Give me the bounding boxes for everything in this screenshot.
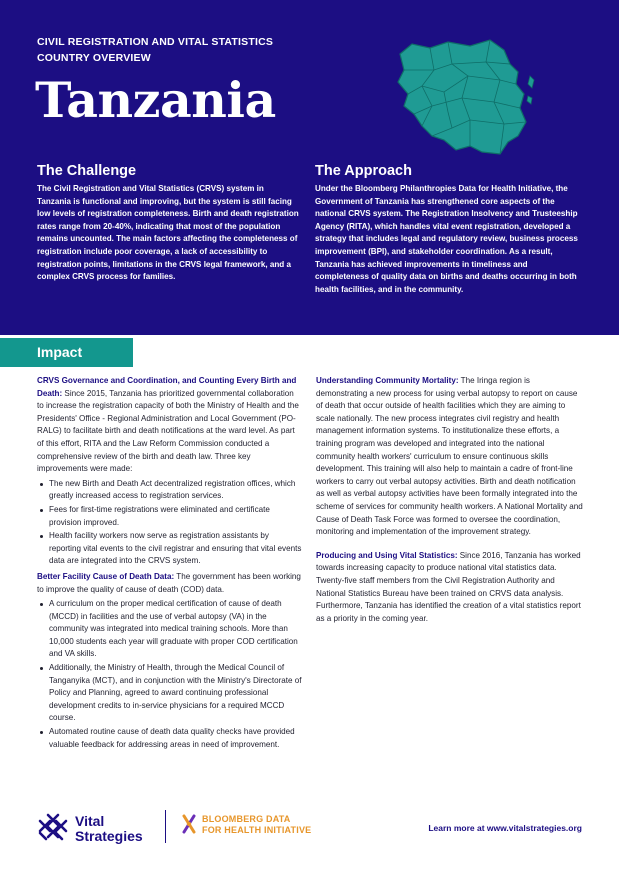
approach-text: Under the Bloomberg Philanthropies Data for Health Initiative, the Government of Tanzania has strengthened core aspects of the national CRVS system. The Registration Insolvency and Trusteeship Agency (RITA), which handles vital event registration, developed a strategy that includes legal and regulatory review, business process improvement (BPI), and stakeholder coordination. As a result, Tanzania has achieved improvements in timeliness and completeness of quality data on births and deaths occurring in both health facilities, and in the community. bbox=[315, 184, 578, 294]
facility-list bbox=[37, 598, 302, 751]
learn-more-link[interactable]: Learn more at www.vitalstrategies.org bbox=[428, 823, 582, 833]
tanzania-map-icon bbox=[392, 36, 540, 158]
impact-section-tab: Impact bbox=[0, 338, 133, 367]
challenge-text: The Civil Registration and Vital Statistics (CRVS) system in Tanzania is functional and improving, but the system is still facing low levels of registration completeness. Birth and death registration rates range from 20-40%, indicating that most of the population remains uncounted. The main factors affecting the completeness of registration include poor coverage, a lack of accessibility to registration points, limitations in the CRVS legal framework, and a complex CRVS process for families. bbox=[37, 184, 299, 282]
bloomberg-wordmark: BLOOMBERG DATA FOR HEALTH INITIATIVE bbox=[202, 814, 312, 835]
list-item: Automated routine cause of death data quality checks have provided valuable feedback for addressing areas in need of improvement. bbox=[37, 726, 302, 751]
vital-stats-lead: Producing and Using Vital Statistics: bbox=[316, 550, 458, 560]
community-paragraph bbox=[316, 375, 583, 539]
bloomberg-initiative-logo[interactable] bbox=[181, 812, 321, 842]
vital-stats-text: Since 2016, Tanzania has worked towards increasing capacity to produce national vital statistics data. Twenty-five staff members from the Civil Registration Authority and National Statistics Bureau have been trained on CRVS data analysis. Furthermore, Tanzania has identified the creation of a vital statistics report as a priority in the coming year. bbox=[316, 550, 581, 623]
challenge-heading: The Challenge bbox=[37, 163, 137, 179]
facility-text: The government has been working to improve the quality of cause of death (COD) data. bbox=[37, 571, 301, 594]
list-item: A curriculum on the proper medical certification of cause of death (MCCD) in facilities and the use of verbal autopsy (VA) in the community was integrated into medical training schools. More than 10,000 students each year will graduate with proper COD certification and VA skills. bbox=[37, 598, 302, 661]
kicker-line-1: CIVIL REGISTRATION AND VITAL STATISTICS bbox=[37, 36, 274, 48]
facility-paragraph bbox=[37, 571, 302, 596]
impact-right-column bbox=[316, 375, 583, 627]
facility-lead: Better Facility Cause of Death Data: bbox=[37, 571, 175, 581]
list-item: Additionally, the Ministry of Health, through the Medical Council of Tanganyika (MCT), and in conjunction with the Ministry's Directorate of Policy and Planning, agreed to award continuing professional development credits to in-service physicians for a required MCCD course. bbox=[37, 662, 302, 725]
footer bbox=[0, 800, 619, 860]
vital-strategies-wordmark: Vital Strategies bbox=[75, 813, 143, 844]
governance-paragraph bbox=[37, 375, 302, 476]
vital-strategies-logo-icon bbox=[37, 812, 69, 844]
governance-list bbox=[37, 478, 302, 568]
governance-text: Since 2015, Tanzania has prioritized governmental collaboration to increase the registration capacity of both the Ministry of Health and the Presidents' Office - Regional Administration and Local Government (PO-RALG) to facilitate birth and death notifications at the ward level. As part of this effort, RITA and the Law Reform Commission conducted a comprehensive review of the birth and death law. Three key improvements were made: bbox=[37, 388, 299, 474]
community-text: The Iringa region is demonstrating a new process for using verbal autopsy to report on cause of death that occur outside of health facilities which they are aiming to scale nationally. The new process integrates civil registry and health management information systems. To institutionalize these efforts, a training program was developed and integrated into the national community health workers' curriculum to ensure continuous skills development. This training will also help to maintain a cadre of front-line workers to carry out verbal autopsy activities. Birth and death notification as well as verbal autopsy activities have been formally integrated into the scheme of services for community health workers. A National Mortality and Cause of Death Task Force was formed to oversee the coordination, monitoring and implementation of the improvement strategy. bbox=[316, 376, 583, 537]
impact-left-column bbox=[37, 375, 302, 754]
country-title: Tanzania bbox=[35, 71, 276, 129]
community-lead: Understanding Community Mortality: bbox=[316, 376, 459, 385]
list-item: Health facility workers now serve as registration assistants by reporting vital events to the civil registrar and ensuring that vital events data are integrated into the CRVS system. bbox=[37, 530, 302, 568]
bloomberg-initiative-logo-icon bbox=[181, 813, 197, 835]
kicker bbox=[37, 34, 273, 66]
approach-heading: The Approach bbox=[315, 163, 412, 179]
list-item: Fees for first-time registrations were eliminated and certificate provision improved. bbox=[37, 504, 302, 529]
logo-divider bbox=[165, 810, 166, 843]
list-item: The new Birth and Death Act decentralized registration offices, which greatly increased access to registration services. bbox=[37, 478, 302, 503]
kicker-line-2: COUNTRY OVERVIEW bbox=[37, 52, 151, 64]
governance-lead: CRVS Governance and Coordination, and Counting Every Birth and Death: bbox=[37, 376, 297, 398]
vital-stats-paragraph bbox=[316, 550, 583, 626]
header-banner bbox=[0, 0, 619, 335]
vital-strategies-logo[interactable] bbox=[37, 808, 157, 848]
